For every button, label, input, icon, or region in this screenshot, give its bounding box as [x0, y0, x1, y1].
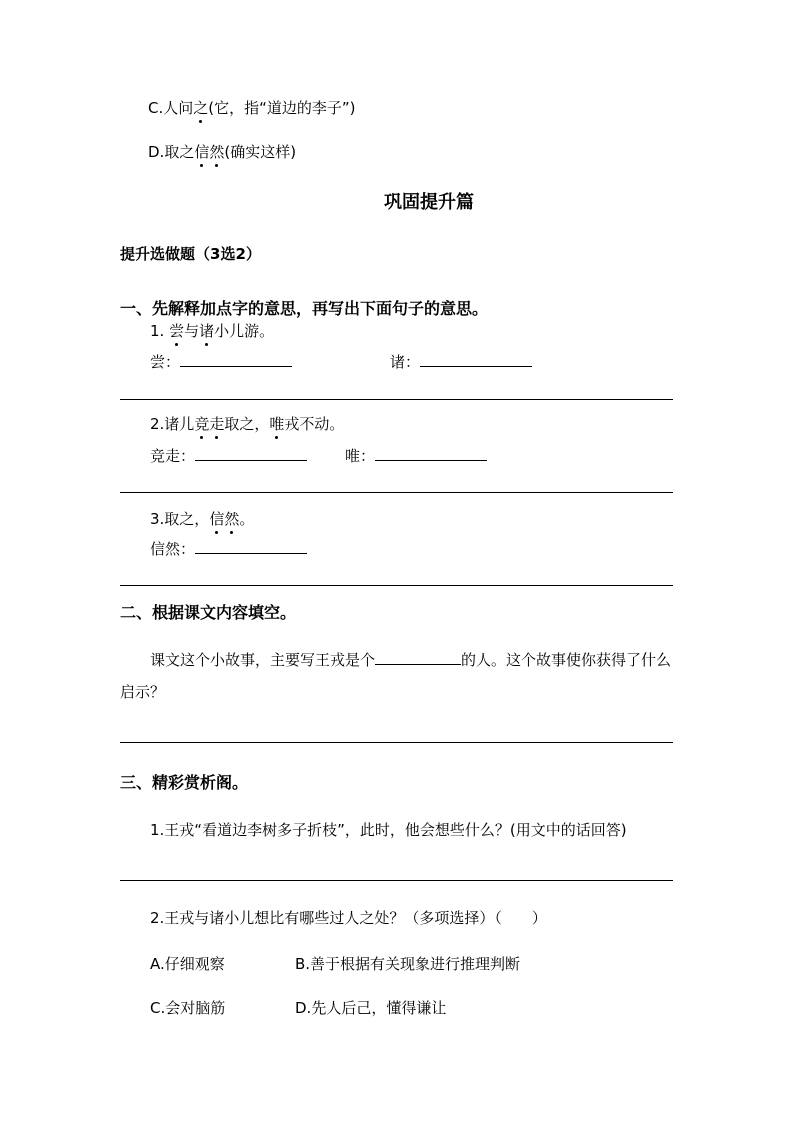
dotted-char: 竞 — [194, 415, 210, 433]
part2-text-after: 的人。这个故事使你获得了什么启示？ — [120, 651, 672, 701]
q3-prefix: 3.取之， — [150, 510, 210, 528]
label: 信然： — [150, 540, 196, 558]
part3-heading: 三、精彩赏析阁。 — [120, 773, 249, 792]
q1-answer-a — [150, 351, 292, 372]
part3-q1: 1.王戎“看道边李树多子折枝”，此时，他会想些什么？(用文中的话回答) — [150, 821, 627, 839]
dotted-char: 之 — [193, 99, 209, 117]
part2-text — [120, 644, 673, 708]
part2-heading: 二、根据课文内容填空。 — [120, 603, 297, 622]
option-c-suffix: (它，指“道边的李子”) — [208, 99, 356, 117]
answer-blank[interactable] — [180, 352, 292, 367]
label: 竞走： — [150, 447, 196, 465]
dotted-char: 走 — [209, 415, 225, 433]
option-d-choice[interactable]: D.先人后己，懂得谦让 — [295, 999, 447, 1017]
dotted-char: 信 — [194, 143, 210, 161]
q3-suffix: 。 — [239, 510, 255, 528]
answer-blank[interactable] — [195, 539, 307, 554]
part1-q2 — [150, 413, 344, 434]
dotted-char: 诸 — [199, 322, 215, 340]
dotted-char: 然 — [224, 510, 240, 528]
q2-prefix: 2.诸儿 — [150, 415, 195, 433]
subtitle: 提升选做题（3选2） — [120, 245, 261, 263]
answer-line[interactable] — [120, 492, 673, 493]
answer-blank[interactable] — [195, 446, 307, 461]
q2-answer-b — [345, 445, 487, 466]
q1-suffix: 小儿游。 — [214, 322, 275, 340]
q1-answer-b — [390, 351, 532, 372]
q2-answer-a — [150, 445, 307, 466]
q1-mid: 与 — [184, 322, 200, 340]
dotted-char: 然 — [209, 143, 225, 161]
label: 唯： — [345, 447, 376, 465]
q1-num: 1. — [150, 322, 170, 340]
answer-blank[interactable] — [420, 352, 532, 367]
dotted-char: 唯 — [269, 415, 285, 433]
option-b[interactable]: B.善于根据有关现象进行推理判断 — [295, 955, 521, 973]
dotted-char: 信 — [209, 510, 225, 528]
label: 尝： — [150, 353, 181, 371]
option-c-prefix: C.人问 — [148, 99, 194, 117]
option-d — [148, 141, 296, 162]
q3-answer-a — [150, 538, 307, 559]
dotted-char: 尝 — [169, 322, 185, 340]
part1-q1 — [150, 320, 274, 341]
section-title: 巩固提升篇 — [384, 192, 474, 213]
answer-blank[interactable] — [375, 446, 487, 461]
answer-line[interactable] — [120, 742, 673, 743]
answer-line[interactable] — [120, 880, 673, 881]
option-d-prefix: D.取之 — [148, 143, 195, 161]
part1-heading: 一、先解释加点字的意思，再写出下面句子的意思。 — [120, 299, 489, 318]
label: 诸： — [390, 353, 421, 371]
answer-line[interactable] — [120, 585, 673, 586]
option-c — [148, 97, 356, 118]
option-c-choice[interactable]: C.会对脑筋 — [150, 999, 226, 1017]
option-d-suffix: (确实这样) — [224, 143, 297, 161]
part2-text-before: 课文这个小故事，主要写王戎是个 — [150, 651, 376, 669]
q2-suffix: 戎不动。 — [284, 415, 345, 433]
part1-q3 — [150, 508, 254, 529]
answer-line[interactable] — [120, 399, 673, 400]
part3-q2: 2.王戎与诸小儿想比有哪些过人之处？（多项选择）（ ） — [150, 909, 547, 927]
answer-blank[interactable] — [375, 650, 461, 665]
option-a[interactable]: A.仔细观察 — [150, 955, 225, 973]
q2-mid: 取之， — [224, 415, 270, 433]
